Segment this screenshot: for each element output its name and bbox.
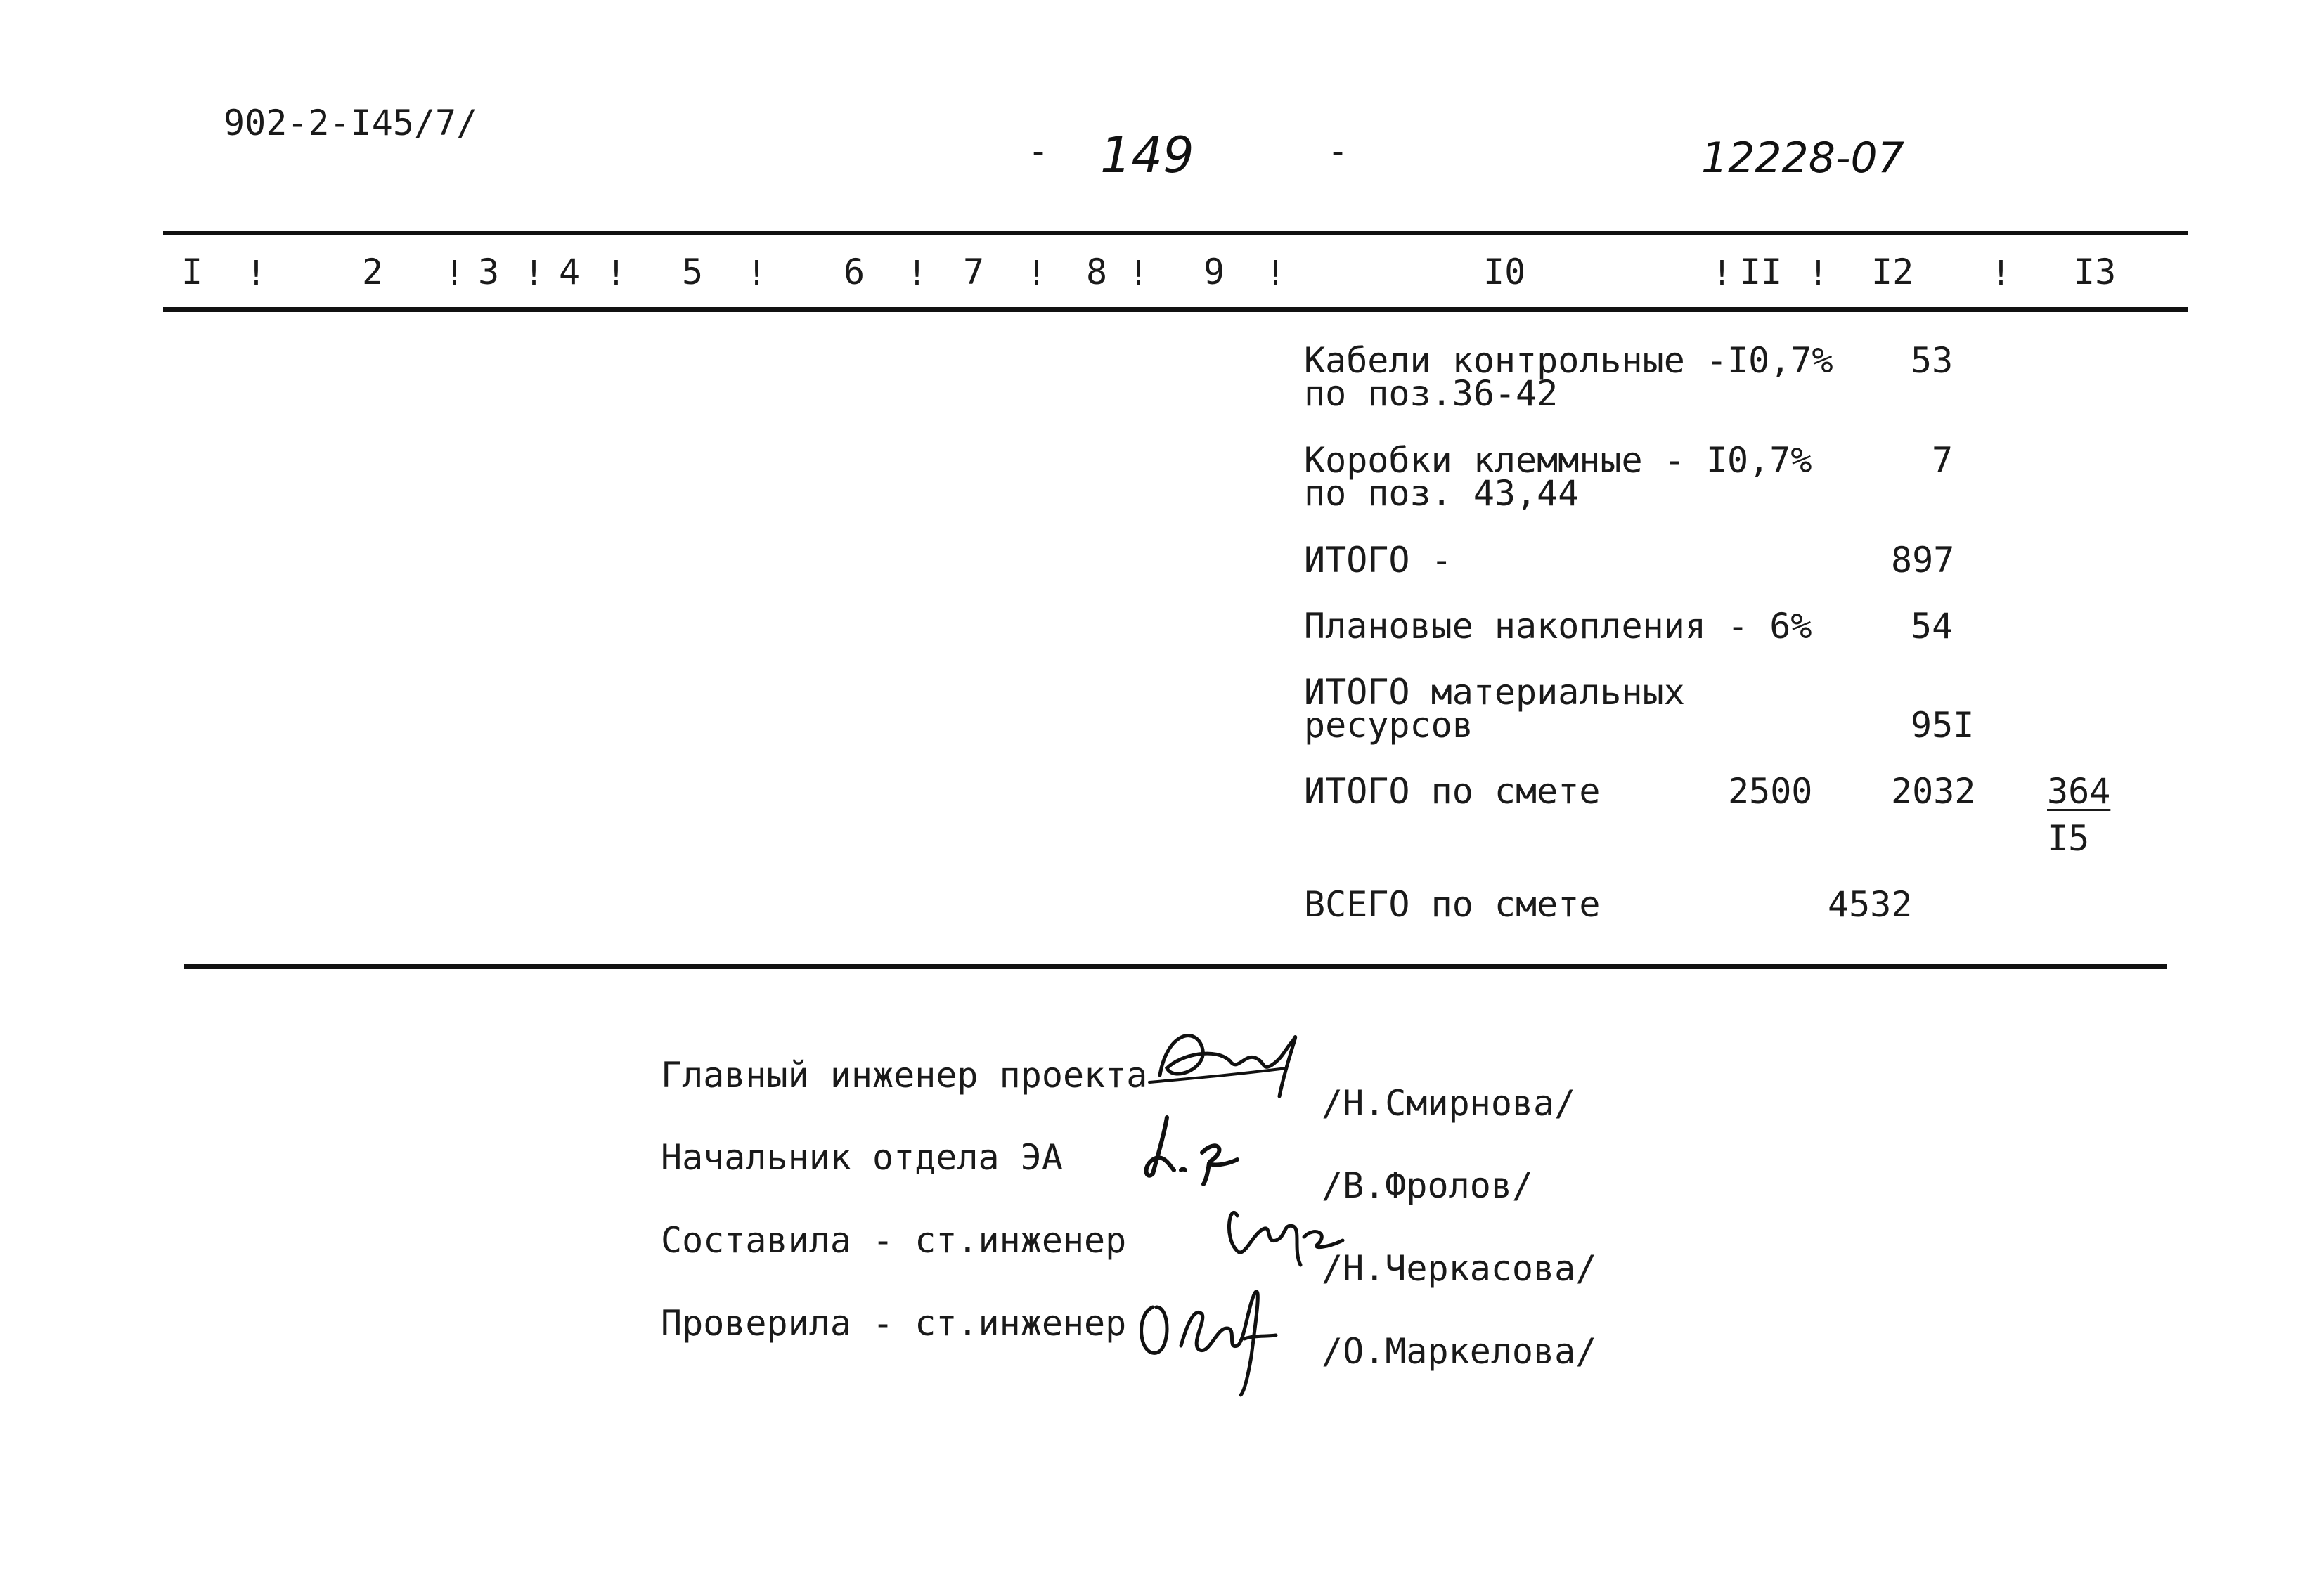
row-value: 54 xyxy=(1911,606,1954,647)
row-value: 897 xyxy=(1891,540,1955,580)
page-dash-left: - xyxy=(1028,131,1050,171)
page-dash-right: - xyxy=(1327,131,1349,171)
column-number: 3 xyxy=(478,252,500,292)
signatory-name: /Н.Черкасова/ xyxy=(1322,1248,1597,1289)
table-header-bottom-rule xyxy=(163,307,2188,312)
signatory-role: Начальник отдела ЭА xyxy=(661,1137,1063,1178)
row-value: 2032 xyxy=(1891,771,1976,812)
column-number: I2 xyxy=(1871,252,1914,292)
column-number: I3 xyxy=(2074,252,2117,292)
column-separator: ! xyxy=(1026,254,1047,293)
column-number: I xyxy=(181,252,203,292)
grand-total-value: 4532 xyxy=(1828,884,1913,925)
row-label: Коробки клеммные - I0,7% xyxy=(1304,440,1812,481)
row-value-col13-numerator: 364 xyxy=(2047,771,2111,812)
row-label: ИТОГО материальных xyxy=(1304,672,1685,713)
row-value: 7 xyxy=(1932,440,1954,481)
column-number: II xyxy=(1740,252,1783,292)
table-top-rule xyxy=(163,231,2188,235)
row-label: ИТОГО по смете xyxy=(1304,771,1601,812)
signatory-role: Составила - ст.инженер xyxy=(661,1220,1127,1261)
row-label-continued: по поз. 43,44 xyxy=(1304,473,1580,514)
handwritten-signature xyxy=(1223,1195,1350,1279)
row-value-col13-denominator: I5 xyxy=(2047,818,2090,859)
column-separator: ! xyxy=(907,254,927,293)
column-separator: ! xyxy=(1128,254,1149,293)
handwritten-signature xyxy=(1139,1110,1244,1188)
column-separator: ! xyxy=(606,254,626,293)
row-label-continued: по поз.36-42 xyxy=(1304,373,1558,414)
document-code: 902-2-I45/7/ xyxy=(224,103,478,143)
handwritten-signature xyxy=(1146,1019,1329,1103)
column-separator: ! xyxy=(747,254,767,293)
signatory-role: Проверила - ст.инженер xyxy=(661,1303,1127,1344)
row-label-continued: ресурсов xyxy=(1304,705,1473,746)
row-label: Плановые накопления - 6% xyxy=(1304,606,1812,647)
column-number: 9 xyxy=(1203,252,1225,292)
column-separator: ! xyxy=(1991,254,2011,293)
table-bottom-rule xyxy=(184,964,2167,969)
signatory-name: /О.Маркелова/ xyxy=(1322,1331,1597,1372)
column-number: 5 xyxy=(682,252,704,292)
signatory-role: Главный инженер проекта xyxy=(661,1055,1148,1096)
column-separator: ! xyxy=(524,254,544,293)
row-value: 95I xyxy=(1911,705,1975,746)
inventory-number: 12228-07 xyxy=(1701,134,1904,183)
column-separator: ! xyxy=(1808,254,1828,293)
column-separator: ! xyxy=(1712,254,1732,293)
column-separator: ! xyxy=(246,254,266,293)
column-number: I0 xyxy=(1483,252,1526,292)
row-value: 53 xyxy=(1911,340,1954,381)
row-label: ИТОГО - xyxy=(1304,540,1452,580)
column-number: 4 xyxy=(559,252,581,292)
column-number: 8 xyxy=(1086,252,1108,292)
row-label: Кабели контрольные -I0,7% xyxy=(1304,340,1833,381)
column-number: 6 xyxy=(844,252,865,292)
column-separator: ! xyxy=(1265,254,1286,293)
row-label: ВСЕГО по смете xyxy=(1304,884,1601,925)
column-separator: ! xyxy=(444,254,465,293)
column-number: 2 xyxy=(362,252,384,292)
page-number: 149 xyxy=(1100,126,1194,184)
signatory-name: /В.Фролов/ xyxy=(1322,1165,1534,1206)
row-value-col11: 2500 xyxy=(1728,771,1813,812)
signatory-name: /Н.Смирнова/ xyxy=(1322,1083,1576,1124)
column-number: 7 xyxy=(963,252,985,292)
handwritten-signature xyxy=(1132,1279,1293,1398)
